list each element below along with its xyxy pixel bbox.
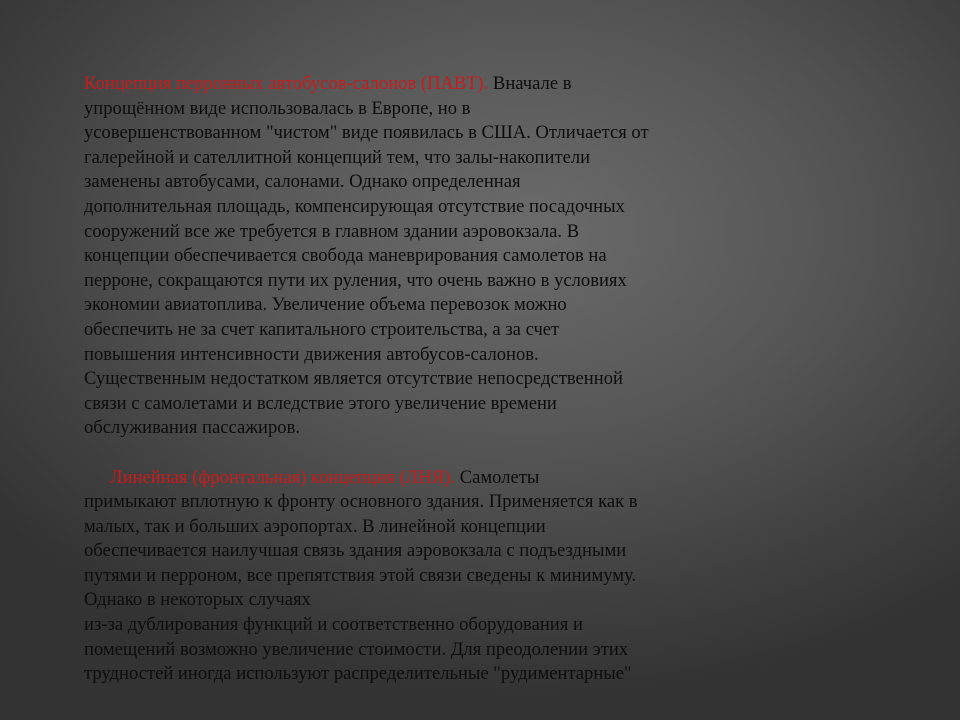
paragraph-pavt <box>84 72 824 441</box>
pavt-heading: Концепция перронных автобусов-салонов (ПАВТ). <box>84 73 489 94</box>
lnya-heading: Линейная (фронтальная) концепция (ЛНЯ). <box>110 466 456 488</box>
paragraph-lnya <box>84 466 824 687</box>
slide-text-block <box>84 72 824 687</box>
paragraph-spacer <box>84 441 824 466</box>
lnya-body: Самолеты примыкают вплотную к фронту основного здания. Применяется как в малых, так и больших аэропортах. В линейной концепции обеспечивается наилучшая связь здания аэровокзала с подъездными путями и перроном, все препятствия этой связи сведены к минимуму. Однако в некоторых случаях из-за дублирования функций и соответственно оборудования и помещений возможно увеличение стоимости. Для преодолении этих трудностей иногда используют распределительные "рудиментарные" <box>84 466 638 685</box>
pavt-body: Вначале в упрощённом виде использовалась в Европе, но в усовершенствованном "чистом" виде появилась в США. Отличается от галерейной и сателлитной концепций тем, что залы-накопители заменены автобусами, салонами. Однако определенная дополнительная площадь, компенсирующая отсутствие посадочных сооружений все же требуется в главном здании аэровокзала. В концепции обеспечивается свобода маневрирования самолетов на перроне, сокращаются пути их руления, что очень важно в условиях экономии авиатоплива. Увеличение объема перевозок можно обеспечить не за счет капитального строительства, а за счет повышения интенсивности движения автобусов-салонов. Существенным недостатком является отсутствие непосредственной связи с самолетами и вследствие этого увеличение времени обслуживания пассажиров. <box>84 73 649 439</box>
